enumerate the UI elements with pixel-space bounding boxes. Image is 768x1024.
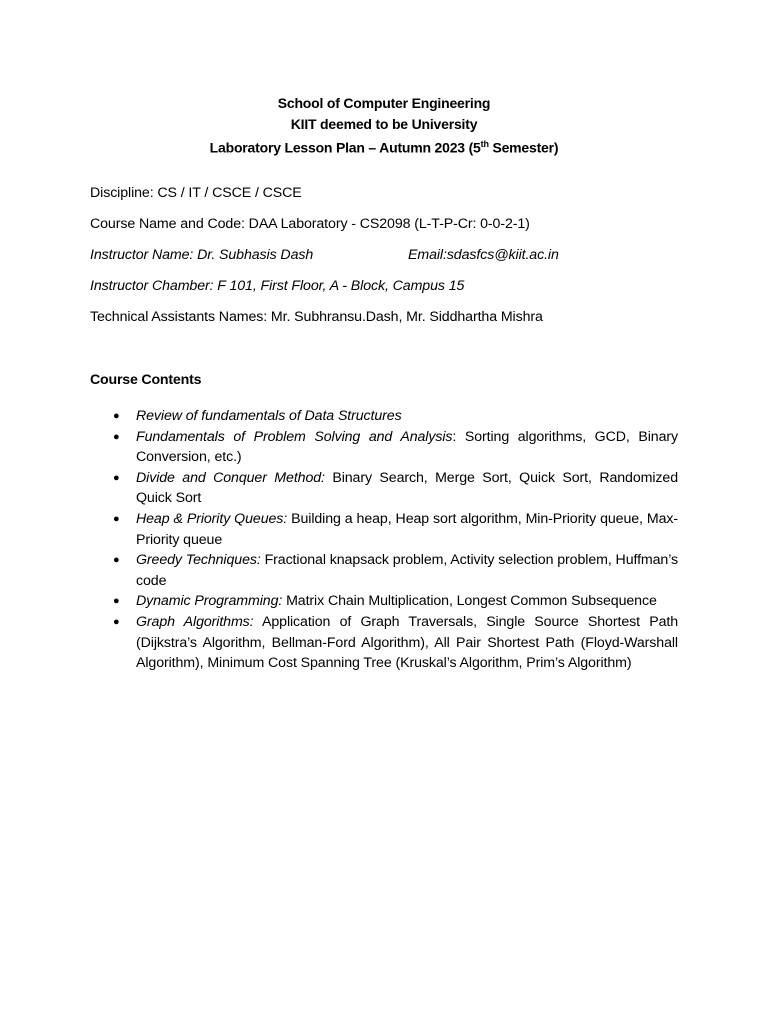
bullet-icon: ● <box>113 410 120 422</box>
document-header <box>0 93 768 158</box>
lesson-plan-title-suffix: Semester) <box>488 139 559 156</box>
bullet-icon: ● <box>113 430 120 443</box>
assistants-line: Technical Assistants Names: Mr. Subhransu.Dash, Mr. Siddhartha Mishra <box>90 309 543 325</box>
list-item <box>90 612 678 674</box>
list-item <box>90 468 678 509</box>
list-item <box>90 509 678 550</box>
item-topic: Divide and Conquer Method: <box>136 469 325 486</box>
lesson-plan-title <box>0 134 768 158</box>
instructor-name: Instructor Name: Dr. Subhasis Dash <box>90 247 314 263</box>
chamber-line: Instructor Chamber: F 101, First Floor, A - Block, Campus 15 <box>90 278 465 294</box>
instructor-email: Email:sdasfcs@kiit.ac.in <box>408 247 559 263</box>
list-item <box>90 406 678 427</box>
list-item <box>90 427 678 468</box>
bullet-icon: ● <box>113 471 120 484</box>
item-topic: Heap & Priority Queues: <box>136 510 288 527</box>
item-detail: Application of Graph Traversals, Single Source Shortest Path (Dijkstra’s Algorithm, Bellman-Ford Algorithm), All Pair Shortest Path (Floyd-Warshall Algorithm), Minimum Cost Spanning Tree (Kruskal’s Algorithm, Prim’s Algorithm) <box>136 613 678 672</box>
lesson-plan-title-prefix: Laboratory Lesson Plan – Autumn 2023 (5 <box>209 139 481 156</box>
bullet-icon: ● <box>113 595 120 608</box>
bullet-icon: ● <box>113 554 120 567</box>
item-detail: Matrix Chain Multiplication, Longest Common Subsequence <box>282 593 657 610</box>
item-topic: Review of fundamentals of Data Structures <box>136 408 402 424</box>
course-contents-list <box>90 406 678 674</box>
discipline-line: Discipline: CS / IT / CSCE / CSCE <box>90 185 302 201</box>
list-item <box>90 591 678 612</box>
item-detail: Building a heap, Heap sort algorithm, Min-Priority queue, Max-Priority queue <box>136 510 678 548</box>
item-topic: Fundamentals of Problem Solving and Analysis <box>136 428 453 445</box>
item-detail: Binary Search, Merge Sort, Quick Sort, Randomized Quick Sort <box>136 469 678 507</box>
instructor-line <box>90 247 559 263</box>
item-topic: Greedy Techniques: <box>136 552 261 569</box>
item-topic: Dynamic Programming: <box>136 593 283 610</box>
bullet-icon: ● <box>113 615 120 628</box>
list-item <box>90 550 678 591</box>
bullet-icon: ● <box>113 512 120 525</box>
lesson-plan-title-sup: th <box>480 139 489 149</box>
school-name: School of Computer Engineering <box>277 95 491 111</box>
item-detail: Fractional knapsack problem, Activity selection problem, Huffman’s code <box>136 552 679 589</box>
university-name: KIIT deemed to be University <box>290 115 478 132</box>
item-detail: : Sorting algorithms, GCD, Binary Conversion, etc.) <box>136 428 678 466</box>
course-line: Course Name and Code: DAA Laboratory - CS2098 (L-T-P-Cr: 0-0-2-1) <box>90 216 530 232</box>
item-topic: Graph Algorithms: <box>136 613 254 630</box>
course-contents-heading: Course Contents <box>90 372 202 388</box>
